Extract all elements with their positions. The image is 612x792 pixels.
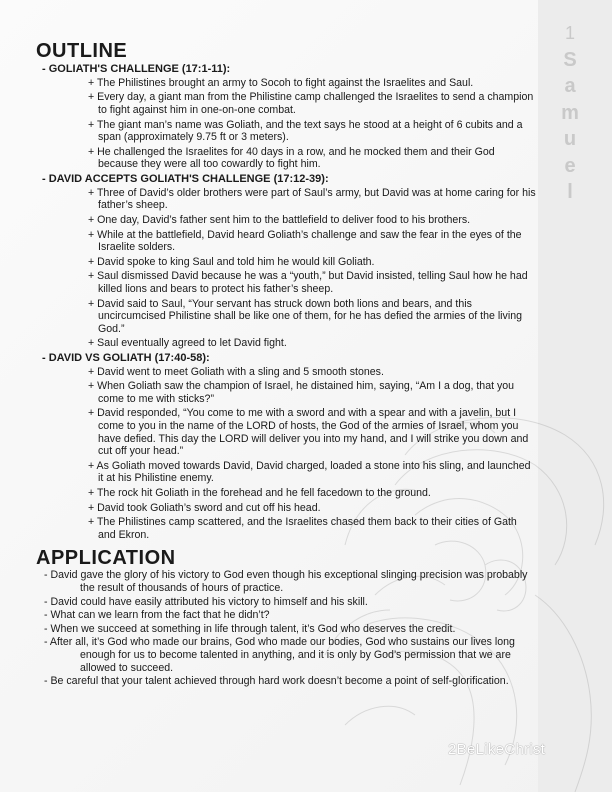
outline-point: + Saul eventually agreed to let David fight. <box>88 337 287 350</box>
book-letter: u <box>563 128 577 150</box>
main-content <box>36 40 536 689</box>
outline-point: + While at the battlefield, David heard Goliath’s challenge and saw the fear in the eyes of the Israelite solders. <box>88 228 522 254</box>
outline-point: + He challenged the Israelites for 40 days in a row, and he mocked them and their God because they were all too cowardly to fight him. <box>88 145 495 171</box>
outline-point: + David responded, “You come to me with a sword and with a spear and with a javelin, but I come to you in the name of the LORD of hosts, the God of the armies of Israel, whom you have defied. This day the LORD will deliver you into my hand, and I will strike you down and cut off your head.” <box>88 407 529 458</box>
outline-point: + Three of David’s older brothers were part of Saul’s army, but David was at home caring for his father’s sheep. <box>88 186 536 212</box>
outline-point: + David said to Saul, “Your servant has struck down both lions and bears, and this uncircumcised Philistine shall be like one of them, for he has defied the armies of the living God.” <box>88 297 522 335</box>
application-heading: APPLICATION <box>36 547 176 570</box>
application-list <box>36 569 536 687</box>
outline-point: + As Goliath moved towards David, David charged, loaded a stone into his sling, and launched it at his Philistine enemy. <box>88 459 531 485</box>
outline-point: + Every day, a giant man from the Philistine camp challenged the Israelites to send a champion to fight against him in one-on-one combat. <box>88 91 534 116</box>
book-letter: S <box>563 48 577 71</box>
book-title-vertical <box>553 20 587 206</box>
book-number: 1 <box>564 23 575 43</box>
outline-point: + The Philistines brought an army to Socoh to fight against the Israelites and Saul. <box>88 76 474 89</box>
outline-point: + When Goliath saw the champion of Israel, he distained him, saying, “Am I a dog, that you come to me with sticks?” <box>88 380 515 405</box>
application-item: - What can we learn from the fact that he didn’t? <box>44 609 270 622</box>
outline-point: + The Philistines camp scattered, and the Israelites chased them back to their cities of Gath and Ekron. <box>88 516 517 541</box>
section-title: - DAVID VS GOLIATH (17:40-58): <box>42 351 210 364</box>
brand-watermark: 2BeLikeChrist <box>448 741 546 758</box>
outline-point: + The giant man’s name was Goliath, and the text says he stood at a height of 6 cubits and a span (approximately 9.75 ft or 3 meters). <box>88 118 523 144</box>
outline-section <box>36 352 536 542</box>
book-letter: a <box>564 75 576 97</box>
outline-point: + The rock hit Goliath in the forehead and he fell facedown to the ground. <box>88 487 431 500</box>
outline-point: + David spoke to king Saul and told him he would kill Goliath. <box>88 255 375 268</box>
outline-point: + Saul dismissed David because he was a “youth,” but David insisted, telling Saul how he had killed lions and bears to protect his father’s sheep. <box>88 270 528 295</box>
application-item: - David gave the glory of his victory to God even though his exceptional slinging precision was probably the result of thousands of hours of practice. <box>44 569 528 594</box>
outline-point: + David went to meet Goliath with a sling and 5 smooth stones. <box>88 365 384 378</box>
application-item: - Be careful that your talent achieved through hard work doesn’t become a point of self-glorification. <box>44 675 509 688</box>
application-item: - After all, it’s God who made our brains, God who made our bodies, God who sustains our lives long enough for us to become talented in anything, and it is only by God’s permission that we are allowed to succeed. <box>44 636 515 674</box>
outline-point: + David took Goliath’s sword and cut off his head. <box>88 501 321 514</box>
section-title: - DAVID ACCEPTS GOLIATH'S CHALLENGE (17:12-39): <box>42 172 329 185</box>
outline-point: + One day, David’s father sent him to the battlefield to deliver food to his brothers. <box>88 213 471 226</box>
outline-section <box>36 173 536 350</box>
application-item: - David could have easily attributed his victory to himself and his skill. <box>44 595 368 608</box>
book-letter: l <box>567 181 573 203</box>
book-letter: m <box>561 101 579 124</box>
application-item: - When we succeed at something in life through talent, it’s God who deserves the credit. <box>44 622 456 635</box>
outline-section <box>36 63 536 171</box>
outline-heading: OUTLINE <box>36 40 128 62</box>
section-title: - GOLIATH'S CHALLENGE (17:1-11): <box>42 63 231 75</box>
book-letter: e <box>564 154 576 177</box>
